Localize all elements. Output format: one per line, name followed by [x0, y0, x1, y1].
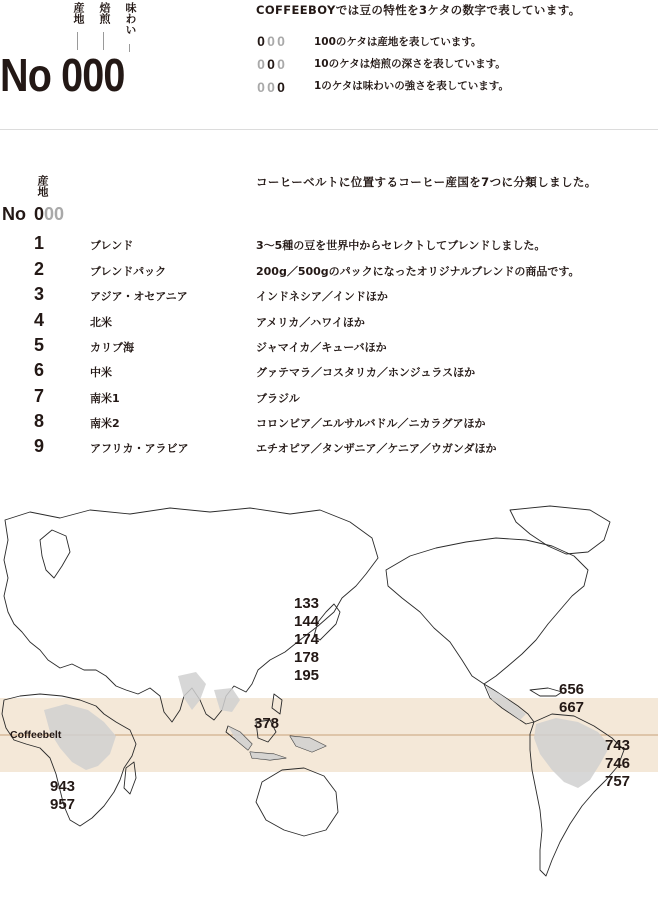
table-no-digits: [34, 204, 64, 225]
digit-explanation-3: [256, 79, 286, 95]
origin-name: ブレンド: [90, 239, 134, 252]
origin-number: 5: [34, 335, 45, 355]
digit: 0: [34, 204, 45, 224]
digit-explanation-text: 100のケタは産地を表しています。: [314, 36, 482, 48]
origin-name: アジア・オセアニア: [90, 290, 188, 303]
digit: 0: [44, 204, 55, 224]
origin-name: ブレンドパック: [90, 265, 167, 278]
section-divider: [0, 129, 658, 130]
africa-code: 957: [50, 796, 76, 813]
asia-code: 144: [294, 613, 320, 630]
digit: 0: [257, 56, 265, 72]
column-label-roast: 焙煎: [98, 2, 111, 24]
column-divider-roast: [103, 32, 104, 50]
north-america-outline: [386, 538, 588, 684]
coffee-belt-label: Coffeebelt: [10, 729, 62, 741]
origin-name: アフリカ・アラビア: [90, 442, 189, 455]
south-america-code: 757: [605, 773, 631, 790]
caribbean-outline: [530, 688, 562, 696]
asia-code: 174: [294, 631, 320, 648]
origin-number: 2: [34, 259, 45, 279]
south-america-code: 746: [605, 755, 631, 772]
central-america-code: 656: [559, 681, 585, 698]
central-america-code: 667: [559, 699, 585, 716]
header-intro: COFFEEBOYでは豆の特性を3ケタの数字で表しています。: [256, 3, 581, 17]
asia-code: 178: [294, 649, 320, 666]
table-intro: コーヒーベルトに位置するコーヒー産国を7つに分類しました。: [256, 175, 597, 189]
origin-name: カリブ海: [90, 341, 134, 354]
origin-number: 1: [34, 233, 45, 253]
digit: 0: [267, 33, 275, 49]
indonesia-code: 378: [254, 715, 280, 732]
origin-description: グァテマラ／コスタリカ／ホンジュラスほか: [256, 366, 476, 379]
origin-number: 8: [34, 411, 45, 431]
origin-description: コロンビア／エルサルバドル／ニカラグアほか: [256, 417, 486, 430]
scandinavia-outline: [40, 530, 70, 578]
table-head-origin-label: 産地: [36, 175, 49, 197]
digit: 0: [267, 79, 275, 95]
origin-row: [0, 435, 658, 460]
origin-number: 9: [34, 436, 45, 456]
digit: 0: [54, 204, 65, 224]
digit: 0: [257, 79, 265, 95]
origin-number: 7: [34, 386, 45, 406]
origin-name: 中米: [90, 366, 112, 379]
australia-outline: [256, 768, 338, 836]
digit-explanation-text: 10のケタは焙煎の深さを表しています。: [314, 58, 506, 70]
column-label-origin: 産地: [72, 2, 85, 24]
digit: 0: [277, 79, 285, 95]
origin-name: 南米1: [90, 392, 120, 405]
origin-row: [0, 258, 658, 283]
origin-number: 3: [34, 284, 45, 304]
origin-row: [0, 283, 658, 308]
origin-description: インドネシア／インドほか: [256, 290, 388, 303]
origin-description: アメリカ／ハワイほか: [256, 316, 365, 329]
digit-explanation-2: [256, 56, 286, 72]
origin-row: [0, 232, 658, 257]
origin-name: 北米: [90, 316, 112, 329]
origin-description: ジャマイカ／キューバほか: [256, 341, 387, 354]
origin-name: 南米2: [90, 417, 120, 430]
column-label-taste: 味わい: [124, 2, 137, 35]
digit-explanation-text: 1のケタは味わいの強さを表しています。: [314, 80, 509, 92]
big-number: No 000: [0, 49, 125, 101]
digit-explanation-1: [256, 33, 286, 49]
greenland-outline: [510, 506, 610, 554]
origin-description: エチオピア／タンザニア／ケニア／ウガンダほか: [256, 442, 497, 455]
column-divider-taste: [129, 44, 130, 52]
origin-row: [0, 385, 658, 410]
table-no-label: No: [2, 204, 26, 224]
digit: 0: [267, 56, 275, 72]
south-america-code: 743: [605, 737, 631, 754]
world-map: [0, 500, 658, 900]
asia-code: 133: [294, 595, 320, 612]
origin-row: [0, 309, 658, 334]
digit: 0: [277, 56, 285, 72]
origin-row: [0, 334, 658, 359]
digit: 0: [257, 33, 265, 49]
origin-number: 6: [34, 360, 45, 380]
origin-description: 3〜5種の豆を世界中からセレクトしてブレンドしました。: [256, 239, 546, 252]
africa-code: 943: [50, 778, 76, 795]
origin-description: ブラジル: [256, 392, 300, 405]
digit: 0: [277, 33, 285, 49]
origin-row: [0, 410, 658, 435]
origin-row: [0, 359, 658, 384]
origin-description: 200g／500gのパックになったオリジナルブレンドの商品です。: [256, 265, 580, 278]
column-divider-origin: [77, 32, 78, 50]
asia-code: 195: [294, 667, 320, 684]
origin-number: 4: [34, 310, 45, 330]
